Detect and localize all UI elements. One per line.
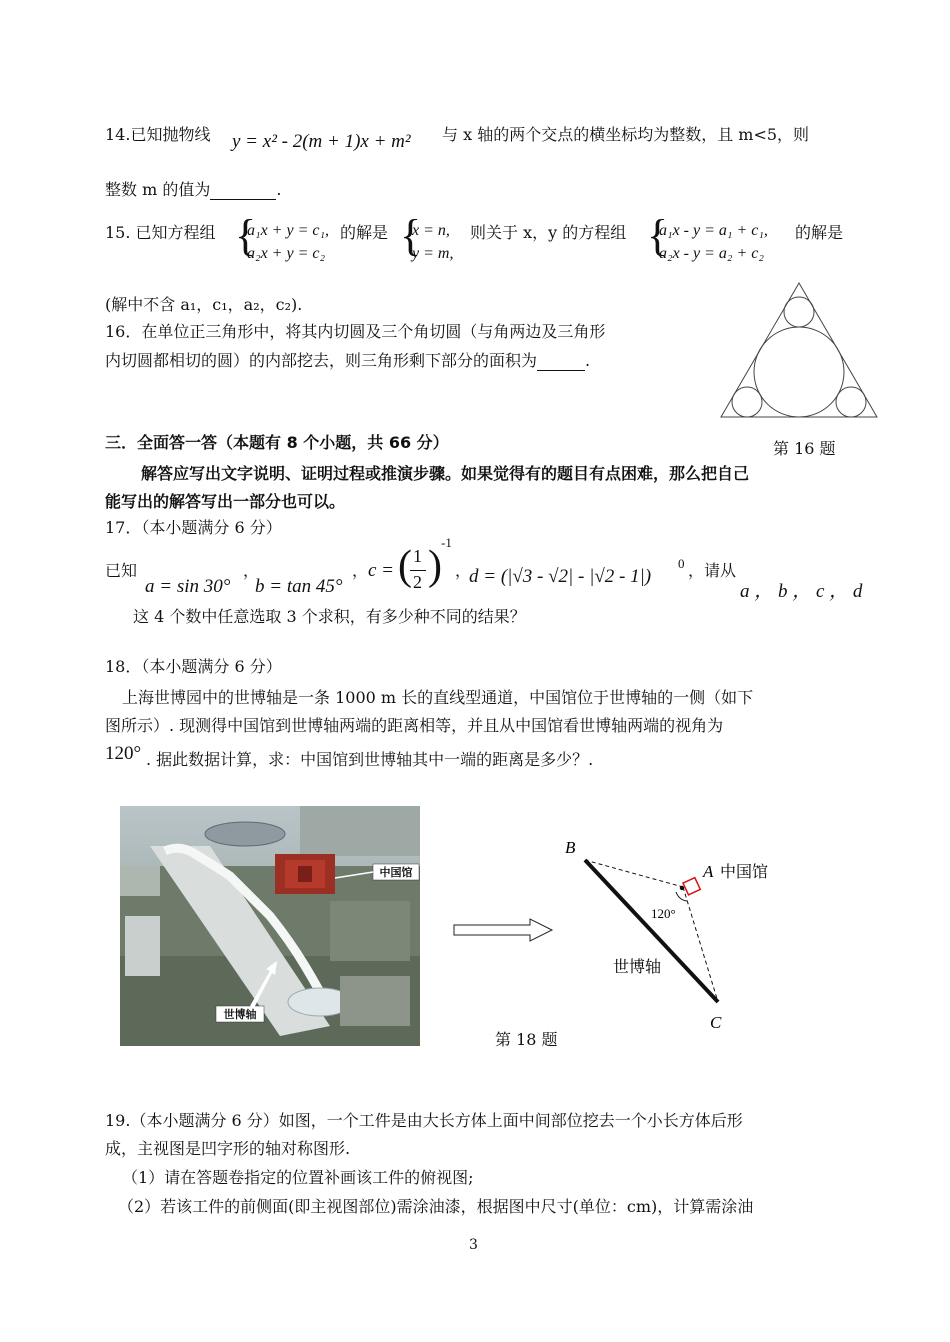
section3-instruction-1: 解答应写出文字说明、证明过程或推演步骤。如果觉得有的题目有点困难，那么把自己	[141, 464, 750, 483]
q19-item2: （2）若该工件的前侧面(即主视图部位)需涂油漆，根据图中尺寸(单位：cm)，计算需涂油	[118, 1197, 754, 1216]
q15-system1-eq2: a₂x + y = c₂	[247, 245, 326, 262]
q18-diagram	[555, 830, 795, 1035]
q17-comma1: ，	[243, 561, 260, 580]
q14-line2	[105, 177, 281, 200]
q17-frac-num: 1	[413, 546, 422, 566]
q16-corner-circle-right	[836, 387, 866, 417]
q14-period: .	[276, 180, 282, 199]
q14-text-pre: 已知抛物线	[130, 125, 211, 144]
q15-system1	[247, 219, 329, 265]
point-A: A	[703, 862, 714, 881]
q15-text4: 的解是	[795, 223, 844, 242]
q15-system3-eq1: a₁x - y = a₁ + c₁,	[659, 222, 768, 239]
q15-intro	[105, 220, 216, 243]
q19-line2: 成，主视图是凹字形的轴对称图形.	[105, 1139, 351, 1158]
q15-system3	[659, 219, 768, 265]
q16-corner-circle-left	[732, 387, 762, 417]
q15-number: 15.	[105, 223, 131, 242]
expo-aerial-photo	[120, 806, 420, 1046]
q14-number: 14.	[105, 125, 131, 144]
right-arrow-icon	[452, 917, 556, 943]
q14-line1	[105, 122, 210, 145]
q16-corner-circle-top	[784, 297, 814, 327]
q17-c: c =	[368, 560, 395, 581]
q15-line2	[105, 292, 302, 315]
q15-brace1: {	[235, 211, 257, 260]
q17-known: 已知	[105, 561, 138, 580]
q18-paragraph-1: 上海世博园中的世博轴是一条 1000 m 长的直线型通道，中国馆位于世博轴的一侧（如下	[122, 688, 754, 707]
q17-comma2: ，	[352, 561, 369, 580]
q15-brace2: {	[400, 211, 422, 260]
q15-text1: 已知方程组	[135, 223, 216, 242]
q18-header: 18．（本小题满分 6 分）	[105, 657, 282, 676]
q16-triangle	[721, 283, 877, 417]
q17-a: a = sin 30°	[145, 576, 231, 597]
q16-line1: 16．在单位正三角形中，将其内切圆及三个角切圆（与角两边及三角形	[105, 322, 606, 341]
q18-paragraph-3: . 据此数据计算，求：中国馆到世博轴其中一端的距离是多少？.	[146, 750, 594, 769]
q17-frac-bar	[410, 570, 426, 571]
q16-line2	[105, 348, 590, 371]
q16-incircle	[754, 327, 844, 417]
q17-header: 17．（本小题满分 6 分）	[105, 518, 282, 537]
q17-vars: a ， b ， c ， d	[740, 581, 863, 602]
q17-line2: 这 4 个数中任意选取 3 个求积，有多少种不同的结果？	[133, 607, 526, 626]
point-A-label: 中国馆	[720, 864, 769, 881]
q15-system1-eq1: a₁x + y = c₁,	[247, 222, 330, 239]
q17-comma3: ，	[455, 561, 472, 580]
photo-label-expo-axis: 世博轴	[223, 1009, 257, 1021]
q17-d-exponent: 0	[678, 556, 685, 571]
q17-frac-den: 2	[413, 572, 422, 592]
q17-c-paren-right: )	[428, 543, 442, 589]
q17-c-paren-left: (	[398, 543, 412, 589]
q16-line2-text: 内切圆都相切的圆）的内部挖去，则三角形剩下部分的面积为	[105, 351, 538, 370]
q18-angle: 120°	[105, 743, 142, 764]
q16-period: .	[585, 351, 591, 370]
q15-text2: 的解是	[340, 223, 389, 242]
section3-heading: 三．全面答一答（本题有 8 个小题，共 66 分）	[105, 433, 449, 452]
q16-answer-blank[interactable]	[537, 351, 585, 371]
q15-system3-eq2: a₂x - y = a₂ + c₂	[659, 245, 764, 262]
page-number: 3	[469, 1237, 478, 1253]
q14-line2-text: 整数 m 的值为	[105, 180, 211, 199]
q19-line1: 19.（本小题满分 6 分）如图，一个工件是由大长方体上面中间部位挖去一个小长方体后形	[105, 1111, 743, 1130]
q19-item1: （1）请在答题卷指定的位置补画该工件的俯视图;	[122, 1168, 474, 1187]
expo-axis-segment	[585, 860, 718, 1002]
axis-label: 世博轴	[613, 959, 662, 976]
q15-text3: 则关于 x，y 的方程组	[470, 223, 627, 242]
q16-triangle-figure	[718, 280, 880, 420]
q14-text-post: 与 x 轴的两个交点的横坐标均为整数，且 m<5，则	[442, 125, 810, 144]
q17-c-exponent: -1	[441, 535, 452, 550]
q15-system2	[412, 219, 453, 265]
q14-formula: y = x² - 2(m + 1)x + m²	[232, 131, 411, 152]
q17-b: b = tan 45°	[255, 576, 343, 597]
q15-brace3: {	[647, 211, 669, 260]
q17-please: ，请从	[688, 561, 737, 580]
point-C: C	[710, 1013, 722, 1032]
q17-d: d = (|√3 - √2| - |√2 - 1|)	[469, 566, 652, 587]
q18-paragraph-2: 图所示）. 现测得中国馆到世博轴两端的距离相等，并且从中国馆看世博轴两端的视角为	[105, 716, 724, 735]
q18-caption: 第 18 题	[495, 1030, 558, 1049]
section3-instruction-2: 能写出的解答写出一部分也可以。	[105, 492, 346, 511]
q15-note: (解中不含 a₁，c₁，a₂，c₂).	[105, 295, 303, 314]
point-B: B	[565, 838, 576, 857]
q15-system2-eq2: y = m,	[412, 245, 454, 262]
q15-system2-eq1: x = n,	[412, 222, 450, 239]
q14-answer-blank[interactable]	[210, 180, 276, 200]
angle-label: 120°	[651, 906, 676, 921]
photo-label-china-pavilion: 中国馆	[379, 867, 413, 879]
q16-caption: 第 16 题	[773, 439, 836, 458]
china-pavilion-marker	[683, 878, 700, 895]
